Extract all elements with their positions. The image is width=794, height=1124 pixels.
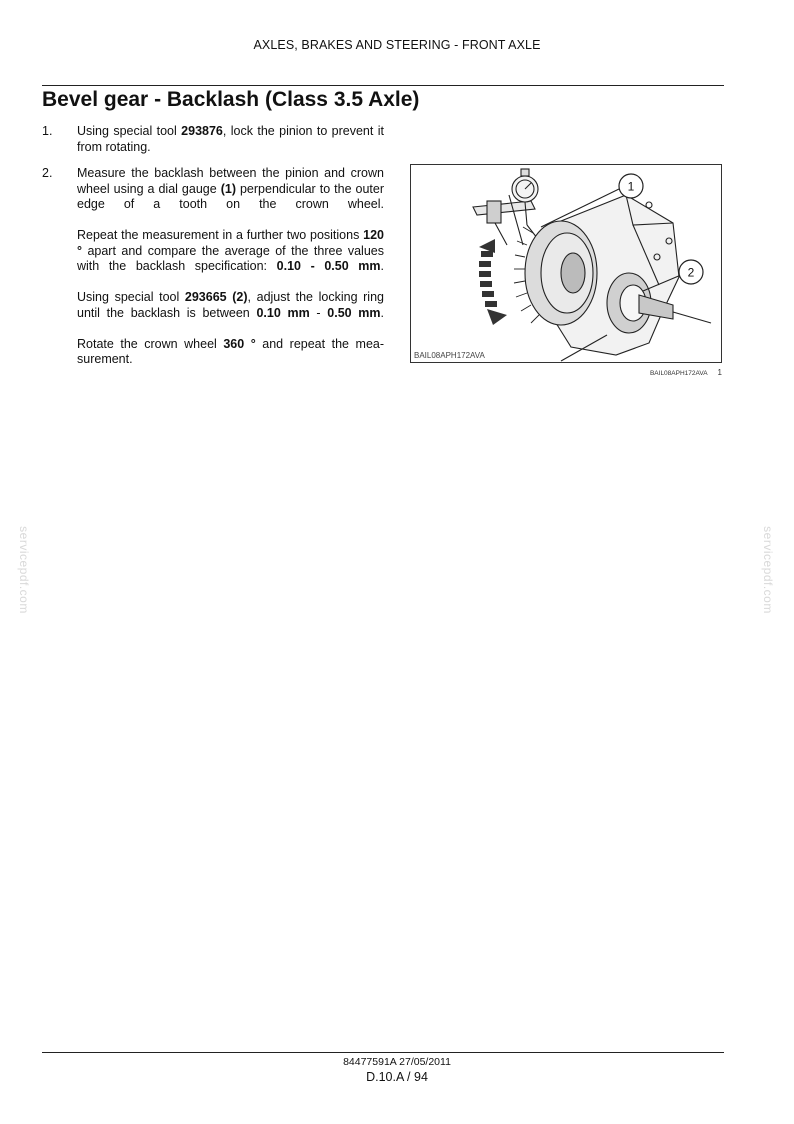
page-title: Bevel gear - Backlash (Class 3.5 Axle): [42, 88, 420, 111]
figure-frame: [410, 164, 722, 363]
step-paragraph: Rotate the crown wheel 360 ° and repeat the mea-surement.: [77, 336, 385, 366]
watermark-left: servicepdf.com: [17, 526, 31, 614]
step-number: 1.: [42, 124, 53, 138]
axle-illustration: [411, 165, 722, 363]
callout-2-label: 2: [687, 265, 695, 280]
running-header: AXLES, BRAKES AND STEERING - FRONT AXLE: [253, 38, 541, 52]
step-paragraph: Measure the backlash between the pinion and crown wheel using a dial gauge (1) perpendicular to the outer edge of a tooth on the crown wheel.: [77, 166, 385, 211]
callout-1: [619, 174, 643, 198]
footer-page-number: D.10.A / 94: [366, 1070, 428, 1084]
footer-rule: [42, 1052, 724, 1053]
gauge-clamp: [487, 201, 501, 223]
backlash-spec: 0.10 - 0.50 mm: [276, 259, 381, 273]
step-paragraph: Using special tool 293665 (2), adjust the locking ring until the backlash is between 0.10 mm - 0.50 mm.: [77, 290, 385, 320]
tool-number: 293876: [181, 124, 223, 138]
footer-doc-reference: 84477591A 27/05/2011: [343, 1056, 451, 1068]
rotation-arrow-icon: [479, 239, 507, 325]
procedure-steps: [42, 124, 384, 379]
step-text: Using special tool 293876, lock the pinion to prevent it from rotating.: [77, 124, 384, 154]
step-1: [42, 124, 384, 155]
header-rule: [42, 85, 724, 86]
callout-2: [679, 260, 703, 284]
figure-code: BAIL08APH172AVA: [649, 370, 708, 377]
figure-number: 1: [717, 368, 722, 377]
step-number: 2.: [42, 166, 53, 180]
step-paragraph: Repeat the measurement in a further two positions 120 ° apart and compare the average of the three values with the backlash specification: 0.10 - 0.50 mm.: [77, 228, 385, 273]
watermark-right: servicepdf.com: [761, 526, 775, 614]
figure-caption: [410, 368, 722, 377]
figure-code-inner: BAIL08APH172AVA: [414, 351, 485, 360]
callout-1-label: 1: [627, 179, 635, 194]
step-2: [42, 166, 384, 368]
tool-number: 293665 (2): [184, 290, 248, 304]
